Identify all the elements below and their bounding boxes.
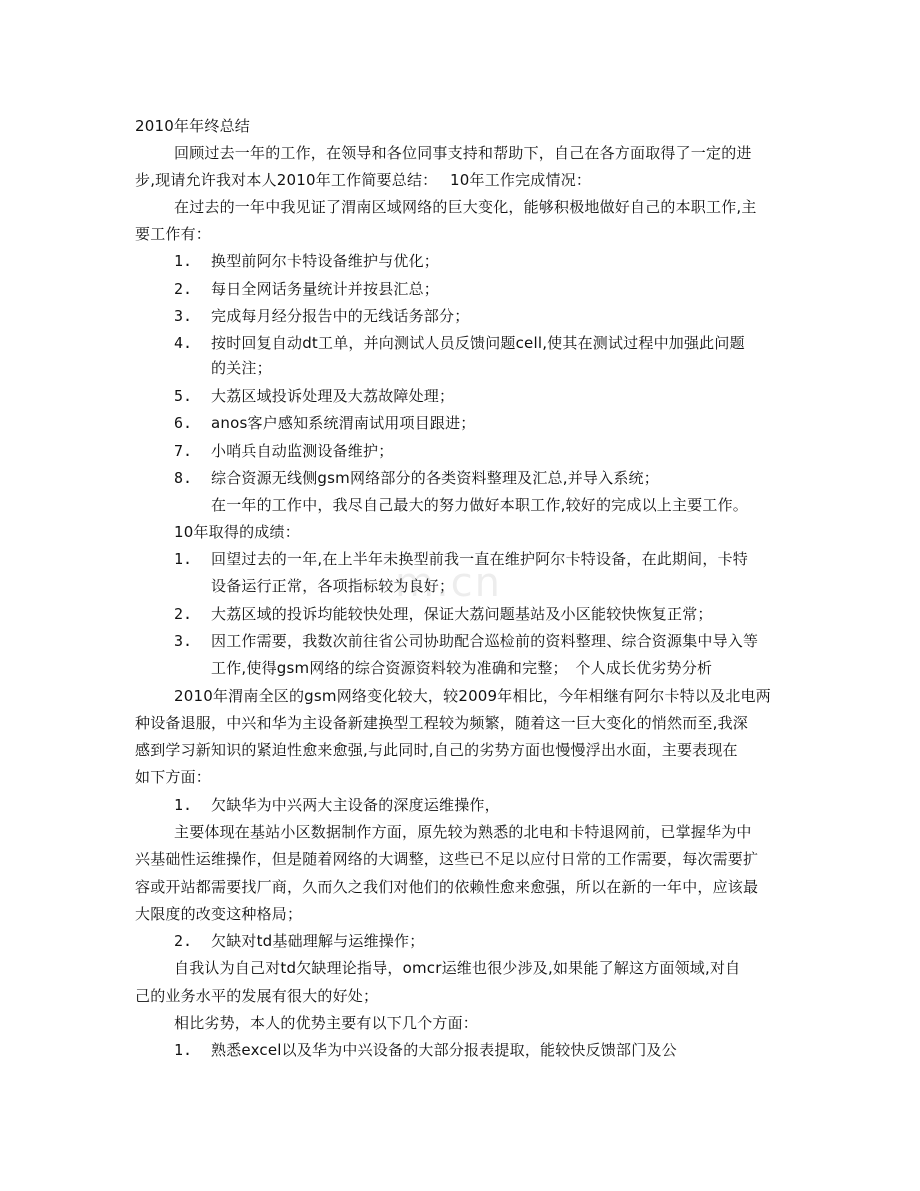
document-title: 2010年年终总结 (135, 117, 250, 135)
strengths-intro: 相比劣势，本人的优势主要有以下几个方面： (174, 1014, 479, 1032)
work-item-text: anos客户感知系统渭南试用项目跟进； (211, 414, 476, 432)
weakness-detail-line: 己的业务水平的发展有很大的好处； (135, 987, 379, 1005)
work-summary: 在一年的工作中，我尽自己最大的努力做好本职工作,较好的完成以上主要工作。 (211, 496, 748, 514)
work-item-number: 8. (174, 469, 193, 487)
witness-line-2: 要工作有： (135, 225, 212, 243)
work-item-number: 1. (174, 252, 193, 270)
achievement-number: 3. (174, 632, 193, 650)
achievement-text: 大荔区域的投诉均能较快处理，保证大荔问题基站及小区能较快恢复正常； (211, 605, 713, 623)
work-item-number: 4. (174, 334, 193, 352)
achievement-text: 回望过去的一年,在上半年未换型前我一直在维护阿尔卡特设备，在此期间，卡特 (211, 550, 748, 568)
change-paragraph-line: 种设备退服，中兴和华为主设备新建换型工程较为频繁，随着这一巨大变化的悄然而至,我深 (135, 714, 748, 732)
weakness-detail-line: 自我认为自己对td欠缺理论指导，omcr运维也很少涉及,如果能了解这方面领域,对自 (174, 959, 741, 977)
achievements-heading: 10年取得的成绩： (174, 523, 300, 541)
change-paragraph-line: 感到学习新知识的紧迫性愈来愈强,与此同时,自己的劣势方面也慢慢浮出水面，主要表现在 (135, 741, 738, 759)
work-item-number: 3. (174, 307, 193, 325)
work-item-text-cont: 的关注； (211, 359, 272, 377)
work-item-text: 大荔区域投诉处理及大荔故障处理； (211, 387, 455, 405)
work-item-text: 按时回复自动dt工单，并向测试人员反馈问题cell,使其在测试过程中加强此问题 (211, 334, 745, 352)
witness-line-1: 在过去的一年中我见证了渭南区域网络的巨大变化，能够积极地做好自己的本职工作,主 (174, 198, 757, 216)
weakness-detail-line: 容或开站都需要找厂商，久而久之我们对他们的依赖性愈来愈强，所以在新的一年中，应该最 (135, 878, 759, 896)
weakness-number: 2. (174, 932, 193, 950)
watermark: m.cn (395, 560, 503, 606)
weakness-title: 欠缺对td基础理解与运维操作； (211, 932, 425, 950)
work-item-number: 6. (174, 414, 193, 432)
work-item-text: 换型前阿尔卡特设备维护与优化； (211, 252, 440, 270)
intro-line-1: 回顾过去一年的工作，在领导和各位同事支持和帮助下，自己在各方面取得了一定的进 (174, 144, 752, 162)
work-item-number: 7. (174, 442, 193, 460)
work-item-text: 小哨兵自动监测设备维护； (211, 442, 394, 460)
intro-line-2: 步,现请允许我对本人2010年工作简要总结： 10年工作完成情况： (135, 171, 592, 189)
achievement-text-cont: 工作,使得gsm网络的综合资源资料较为准确和完整； 个人成长优劣势分析 (211, 659, 713, 677)
strength-number: 1. (174, 1041, 193, 1059)
achievement-text: 因工作需要，我数次前往省公司协助配合巡检前的资料整理、综合资源集中导入等 (211, 632, 759, 650)
work-item-number: 2. (174, 280, 193, 298)
weakness-title: 欠缺华为中兴两大主设备的深度运维操作， (211, 796, 500, 814)
weakness-detail-line: 大限度的改变这种格局； (135, 905, 303, 923)
change-paragraph-line: 2010年渭南全区的gsm网络变化较大，较2009年相比，今年相继有阿尔卡特以及北电两 (174, 687, 771, 705)
work-item-text: 综合资源无线侧gsm网络部分的各类资料整理及汇总,并导入系统； (211, 469, 659, 487)
achievement-text-cont: 设备运行正常，各项指标较为良好； (211, 577, 455, 595)
achievement-number: 1. (174, 550, 193, 568)
work-item-text: 完成每月经分报告中的无线话务部分； (211, 307, 470, 325)
work-item-text: 每日全网话务量统计并按县汇总； (211, 280, 440, 298)
change-paragraph-line: 如下方面： (135, 768, 212, 786)
weakness-detail-line: 主要体现在基站小区数据制作方面，原先较为熟悉的北电和卡特退网前，已掌握华为中 (174, 823, 752, 841)
strength-text: 熟悉excel以及华为中兴设备的大部分报表提取，能较快反馈部门及公 (211, 1041, 677, 1059)
weakness-number: 1. (174, 796, 193, 814)
work-item-number: 5. (174, 387, 193, 405)
weakness-detail-line: 兴基础性运维操作，但是随着网络的大调整，这些已不足以应付日常的工作需要，每次需要扩 (135, 850, 759, 868)
achievement-number: 2. (174, 605, 193, 623)
